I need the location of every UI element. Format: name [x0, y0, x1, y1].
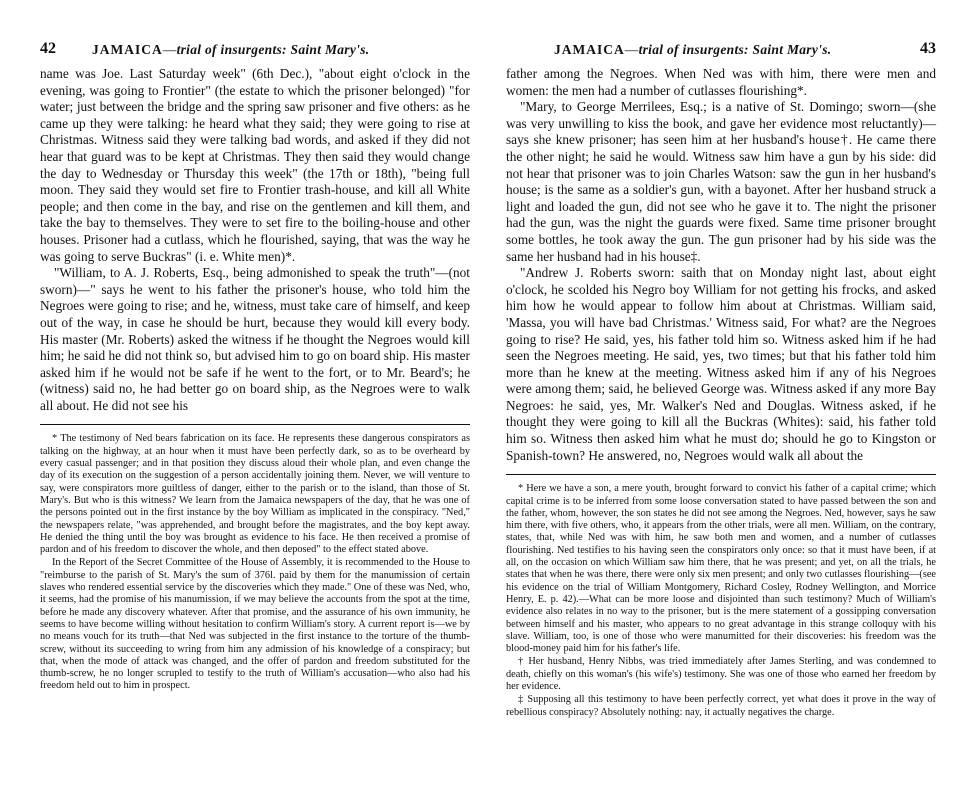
- running-head-title: trial of insurgents: Saint Mary's.: [176, 42, 370, 57]
- paragraph: "Andrew J. Roberts sworn: saith that on Monday night last, about eight o'clock, he scolded his Negro boy William for not getting his frocks, and asked him how he would appear to follow him about at Christmas. William said, 'Massa, you will have bad Christmas.' Witness said, For what? are the Negroes going to rise? He said, yes, his father told him so. Witness asked him if he had seen the Negroes meeting. He said, yes, two times; but that his father told him more than he knew at the meeting. Witness asked him if any of his Negroes were among them; said, he believed George was. Witness asked if any more Bay Negroes: he said, yes, Mr. Walker's Ned and Douglas. Witness asked, if he thought they were going to kill all the Buckras (Whites): said, his father told him so. Witness then asked him what he must do; should he go to Kingston or Spanish-town? He answered, no, Negroes would walk all about the: [506, 265, 936, 463]
- footnote: ‡ Supposing all this testimony to have been perfectly correct, yet what does it prove in the way of rebellious conspiracy? Absolutely nothing: nay, it actually negatives the charge.: [506, 694, 936, 718]
- left-body-text: [40, 66, 470, 414]
- footnote: * The testimony of Ned bears fabrication on its face. He represents these dangerous conspirators as talking on the highway, at an hour when it must have been perfectly dark, so as to be overheard by every casual passenger; and in that position they discuss aloud their whole plan, and even change the day of its execution on the suggestion of a person accidentally joining them. Never, we will venture to say, were conspirators more guiltless of danger, either to the parish or to the island, than those of St. Mary's. But who is this witness? We learn from the Jamaica newspapers of the day, that he was one of the persons pointed out in the first instance by the boy William as implicated in the conspiracy. "Ned," the newspapers relate, "was apprehended, and brought before the magistrates, and the boy kept away. He denied the thing until the boy was brought as evidence to his face. He then received a promise of pardon and of his freedom to discover the whole, and then deposed" to the effect stated above.: [40, 433, 470, 556]
- left-running-head: [92, 42, 369, 58]
- right-running-head: [554, 42, 831, 58]
- footnote: * Here we have a son, a mere youth, brought forward to convict his father of a capital crime; which capital crime is to be inferred from some loose conversation stated to have passed between the son and the father, whom, however, the son states he did not see among the Negroes. Ned, however, says he saw him there, with five others, who, it appears from the other trials, were all men. William, on the contrary, states, that, while Ned was with him, he saw both men and women, and a number of cutlasses flourishing. Ned testifies to his having seen the conspirators only once: so that it must have been, if at all, on the occasion on which William saw him there, that he was present; and yet, on all the trials, he states that when he was there, there were only six men present; and only two cutlasses flourishing—(see his evidence on the trial of William Montgomery, Richard Cosley, Rodney Wellington, and Morrice Henry, E. p. 42).—What can be more loose and disjointed than such testimony? Much of William's evidence also relates in no way to the prisoner, but is the mere statement of a gossipping conversation between himself and his master, who appears to no great advantage in this strange colloquy with his slave. William, too, is one of those who were manumitted for their discoveries: his freedom was the blood-money paid him for his father's life.: [506, 483, 936, 655]
- footnote: † Her husband, Henry Nibbs, was tried immediately after James Sterling, and was condemned to death, chiefly on this woman's (his wife's) testimony. She was one of those who earned her freedom by her evidence.: [506, 656, 936, 692]
- paragraph: father among the Negroes. When Ned was with him, there were men and women: the men had a number of cutlasses flourishing*.: [506, 66, 936, 98]
- running-head-dash: —: [162, 42, 177, 57]
- running-head-prefix: JAMAICA: [92, 42, 163, 57]
- right-footnotes: [506, 483, 936, 719]
- right-body-text: [506, 66, 936, 464]
- paragraph: "Mary, to George Merrilees, Esq.; is a native of St. Domingo; sworn—(she was very unwilling to kiss the book, and gave her evidence most reluctantly)—says she knew prisoner; has seen him at her husband's house†. He came there the other night; he said he would. Witness saw him have a gun by his side: did not hear that prisoner was to join Charles Watson: saw the gun in her husband's house; is the same as a soldier's gun, with a bayonet. After her husband struck a light and loaded the gun, did not see who he gave it to. The night the prisoner had the gun, was the night the guards were fixed. Same time prisoner brought some bottles, he took away the gun. The gun prisoner had by his side was the same her husband had in his house‡.: [506, 99, 936, 264]
- left-footnotes: [40, 433, 470, 692]
- footnote-rule: [40, 424, 470, 425]
- left-page-number: 42: [40, 40, 56, 57]
- right-page-header: [506, 40, 936, 66]
- running-head-prefix: JAMAICA: [554, 42, 625, 57]
- left-page-header: [40, 40, 470, 66]
- footnote: In the Report of the Secret Committee of the House of Assembly, it is recommended to the House to "reimburse to the parish of St. Mary's the sum of 376l. paid by them for the manumission of certain slaves who rendered essential service by the discoveries which they made." One of these was Ned, who, it seems, had the promise of his manumission, if we may believe the accounts from the spot at the time, before he made any discovery whatever. After that promise, and the assurance of his own immunity, he seems to have become willing without hesitation to confirm William's story. A current report is—we by no means vouch for its truth—that Ned was subjected in the first instance to the torture of the thumb-screw, without its succeeding to wring from him any admission of his knowledge of a conspiracy; but that, when the mode of attack was changed, and the offer of pardon and freedom substituted for the thumb-screw, he no longer scrupled to testify to the truth of William's accusation—who also had his freedom held out to him in prospect.: [40, 557, 470, 692]
- running-head-title: trial of insurgents: Saint Mary's.: [638, 42, 832, 57]
- right-page: [490, 0, 980, 787]
- paragraph: "William, to A. J. Roberts, Esq., being admonished to speak the truth"—(not sworn)—" says he went to his father the prisoner's house, who told him the Negroes were going to rise; and he, witness, must take care of himself, and keep out of the way, in case he should be hurt, because they would kill every body. His master (Mr. Roberts) asked the witness if he thought the Negroes would kill him; he said he did not think so, but advised him to go on board ship. His master asked him if he would not be safe if he went to the fort, or to Mr. Beard's; he (witness) said no, he had better go on board ship, as the Negroes were to walk all about. He did not see his: [40, 265, 470, 413]
- footnote-rule: [506, 474, 936, 475]
- paragraph: name was Joe. Last Saturday week" (6th Dec.), "about eight o'clock in the evening, was going to Frontier" (the estate to which the prisoner belonged) "for water; just between the bridge and the spring saw prisoner and five others: as he came up they were talking: he heard what they said; they were going to rise at Christmas. Witness said they were talking bad words, and asked if they did not hear that guard was to be kept at Christmas. They then said they would change the day to Wednesday or Thursday this week" (the 17th or 18th), "being full moon. They said they would set fire to Frontier trash-house, and kill all White people; and then come in the bay, and rise on the gentlemen and kill them, and take the bay to themselves. They were to set fire to the boiling-house and other houses. Prisoner had a cutlass, which he flourished, saying, that was the way he was going to serve Buckras" (i. e. White men)*.: [40, 66, 470, 264]
- right-page-number: 43: [920, 40, 936, 57]
- running-head-dash: —: [624, 42, 639, 57]
